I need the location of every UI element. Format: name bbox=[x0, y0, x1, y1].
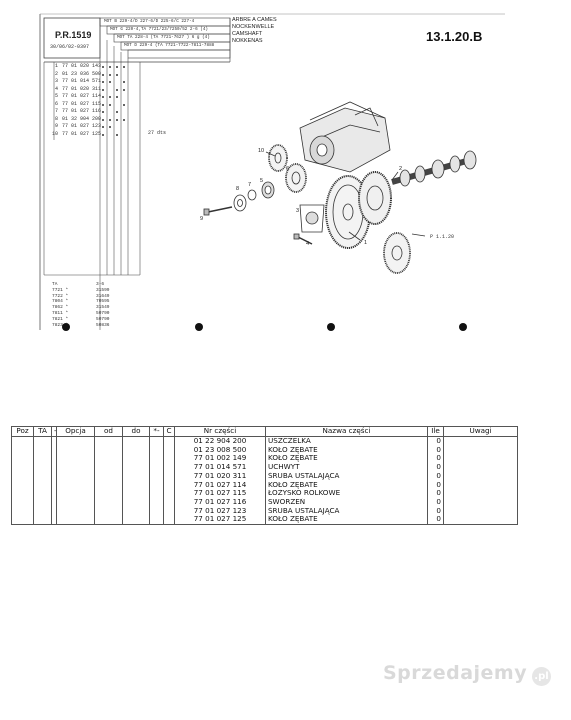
empty-cell bbox=[444, 507, 518, 516]
svg-text:5: 5 bbox=[260, 178, 264, 184]
catalog-left-row-number: 9 bbox=[54, 123, 58, 129]
part-number-cell: 77 01 027 125 bbox=[175, 515, 266, 524]
empty-cell bbox=[444, 437, 518, 446]
empty-cell bbox=[95, 437, 123, 446]
catalog-bottom-cell: 50836 bbox=[96, 322, 110, 328]
catalog-left-row-code: 77 01 027 115 bbox=[62, 100, 102, 107]
parts-table-row bbox=[12, 454, 518, 463]
empty-cell bbox=[57, 498, 95, 507]
svg-text:9: 9 bbox=[200, 216, 204, 222]
empty-cell bbox=[150, 446, 164, 455]
catalog-left-row-number: 5 bbox=[54, 93, 58, 99]
catalog-left-row bbox=[44, 131, 120, 139]
empty-cell bbox=[164, 515, 175, 524]
catalog-left-row bbox=[44, 93, 120, 101]
catalog-left-row bbox=[44, 71, 120, 79]
svg-text:4: 4 bbox=[306, 241, 310, 247]
parts-table-column-header: Poz bbox=[12, 427, 34, 437]
empty-cell bbox=[95, 472, 123, 481]
watermark-badge: .pl bbox=[532, 667, 551, 686]
parts-table-column-header: Opcja bbox=[57, 427, 95, 437]
catalog-left-row bbox=[44, 123, 120, 131]
empty-cell bbox=[34, 481, 52, 490]
empty-cell bbox=[150, 472, 164, 481]
part-number-cell: 01 23 008 500 bbox=[175, 446, 266, 455]
part-name-cell: KOŁO ZĘBATE bbox=[266, 446, 428, 455]
empty-cell bbox=[444, 446, 518, 455]
empty-cell bbox=[57, 515, 95, 524]
catalog-bottom-header-cell: 3-6 bbox=[96, 282, 105, 287]
svg-text:3: 3 bbox=[296, 208, 300, 214]
empty-cell bbox=[57, 481, 95, 490]
catalog-left-row bbox=[44, 116, 120, 124]
empty-cell bbox=[34, 446, 52, 455]
empty-cell bbox=[150, 481, 164, 490]
part-name-cell: KOŁO ZĘBATE bbox=[266, 481, 428, 490]
parts-table-row bbox=[12, 481, 518, 490]
empty-cell bbox=[123, 437, 150, 446]
empty-cell bbox=[150, 463, 164, 472]
empty-cell bbox=[34, 463, 52, 472]
part-number-cell: 77 01 020 311 bbox=[175, 472, 266, 481]
empty-cell bbox=[95, 507, 123, 516]
empty-cell bbox=[57, 454, 95, 463]
catalog-bottom-header-cell: TA bbox=[52, 282, 58, 287]
catalog-left-row bbox=[44, 101, 120, 109]
part-name-cell: KOŁO ZĘBATE bbox=[266, 515, 428, 524]
quantity-cell: 0 bbox=[428, 498, 444, 507]
catalog-bottom-cell: 7721 * bbox=[52, 287, 69, 293]
catalog-left-row bbox=[44, 108, 120, 116]
catalog-left-list bbox=[44, 63, 120, 138]
empty-cell bbox=[150, 454, 164, 463]
empty-cell bbox=[150, 498, 164, 507]
empty-cell bbox=[150, 515, 164, 524]
empty-cell bbox=[444, 498, 518, 507]
catalog-left-row-number: 7 bbox=[54, 108, 58, 114]
empty-cell bbox=[95, 454, 123, 463]
parts-table-row bbox=[12, 507, 518, 516]
empty-cell bbox=[12, 472, 34, 481]
empty-cell bbox=[123, 446, 150, 455]
empty-cell bbox=[164, 472, 175, 481]
catalog-left-row-code: 01 23 036 500 bbox=[62, 70, 102, 77]
empty-cell bbox=[34, 498, 52, 507]
catalog-title-line: NOCKENWELLE bbox=[232, 24, 275, 30]
part-name-cell: KOŁO ZĘBATE bbox=[266, 454, 428, 463]
catalog-pr-subtitle: 30/06/02-0397 bbox=[50, 44, 90, 50]
empty-cell bbox=[123, 515, 150, 524]
catalog-left-row-code: 77 01 014 571 bbox=[62, 78, 102, 84]
catalog-left-row bbox=[44, 63, 120, 71]
quantity-cell: 0 bbox=[428, 454, 444, 463]
empty-cell bbox=[12, 454, 34, 463]
catalog-left-row-code: 01 32 904 200 bbox=[62, 115, 102, 122]
empty-cell bbox=[444, 489, 518, 498]
parts-table-row bbox=[12, 446, 518, 455]
teeth-note: 27 dts bbox=[148, 130, 167, 136]
catalog-left-row-code: 77 01 020 143 bbox=[62, 63, 102, 69]
empty-cell bbox=[34, 515, 52, 524]
part-number-cell: 77 01 027 116 bbox=[175, 498, 266, 507]
part-number-cell: 77 01 014 571 bbox=[175, 463, 266, 472]
empty-cell bbox=[12, 446, 34, 455]
empty-cell bbox=[150, 489, 164, 498]
empty-cell bbox=[123, 507, 150, 516]
part-name-cell: ŚRUBA USTALAJĄCA bbox=[266, 507, 428, 516]
catalog-bottom-table bbox=[44, 282, 126, 328]
catalog-left-row-number: 4 bbox=[54, 85, 58, 92]
catalog-bottom-cell: 70595 bbox=[96, 299, 110, 305]
empty-cell bbox=[12, 481, 34, 490]
empty-cell bbox=[150, 507, 164, 516]
empty-cell bbox=[164, 446, 175, 455]
empty-cell bbox=[95, 489, 123, 498]
empty-cell bbox=[57, 446, 95, 455]
part-number-cell: 77 01 027 123 bbox=[175, 507, 266, 516]
catalog-bottom-cell: 31649 bbox=[96, 293, 110, 299]
parts-table-column-header: do bbox=[123, 427, 150, 437]
catalog-title-line: NOKKENAS bbox=[232, 38, 263, 44]
catalog-title-line: CAMSHAFT bbox=[232, 31, 263, 37]
catalog-left-row-number: 10 bbox=[51, 130, 58, 137]
parts-table-column-header: TA bbox=[34, 427, 52, 437]
empty-cell bbox=[123, 463, 150, 472]
catalog-left-row-number: 8 bbox=[54, 115, 58, 122]
empty-cell bbox=[95, 498, 123, 507]
empty-cell bbox=[444, 481, 518, 490]
applicability-line: MOT B 229-4/D 227-6/D 225-6/C 227-4 bbox=[104, 19, 195, 24]
catalog-left-row-code: 77 01 027 114 bbox=[62, 93, 102, 99]
catalog-bottom-cell: 7722 * bbox=[52, 293, 69, 299]
empty-cell bbox=[164, 463, 175, 472]
empty-cell bbox=[34, 507, 52, 516]
catalog-pr-number: P.R.1519 bbox=[55, 30, 92, 40]
empty-cell bbox=[444, 472, 518, 481]
empty-cell bbox=[123, 454, 150, 463]
empty-cell bbox=[34, 472, 52, 481]
quantity-cell: 0 bbox=[428, 437, 444, 446]
parts-table-body bbox=[12, 437, 518, 525]
empty-cell bbox=[123, 489, 150, 498]
quantity-cell: 0 bbox=[428, 515, 444, 524]
catalog-bottom-cell: 7804 * bbox=[52, 299, 69, 305]
empty-cell bbox=[150, 437, 164, 446]
part-name-cell: SWORZEŃ bbox=[266, 498, 428, 507]
catalog-title-line: ARBRE A CAMES bbox=[232, 17, 277, 23]
empty-cell bbox=[57, 463, 95, 472]
watermark-text: Sprzedajemy bbox=[383, 662, 528, 684]
empty-cell bbox=[164, 498, 175, 507]
catalog-left-row-number: 1 bbox=[54, 63, 58, 69]
empty-cell bbox=[164, 437, 175, 446]
catalog-left-row-code: 77 01 020 311 bbox=[62, 85, 102, 92]
applicability-line: MOT D 229-4 (TA 7721-7722-7811-7888 bbox=[124, 43, 215, 48]
catalog-left-row-code: 77 01 027 116 bbox=[62, 108, 102, 114]
svg-text:6: 6 bbox=[286, 166, 290, 172]
quantity-cell: 0 bbox=[428, 472, 444, 481]
parts-table-column-header: Nazwa części bbox=[266, 427, 428, 437]
catalog-bottom-cell: 50790 bbox=[96, 316, 110, 322]
empty-cell bbox=[444, 515, 518, 524]
part-name-cell: UCHWYT bbox=[266, 463, 428, 472]
empty-cell bbox=[34, 454, 52, 463]
catalog-bottom-cell: 7862 * bbox=[52, 305, 69, 311]
parts-table-column-header: Nr części bbox=[175, 427, 266, 437]
catalog-bottom-cell: 50790 bbox=[96, 310, 110, 316]
parts-table-row bbox=[12, 437, 518, 446]
empty-cell bbox=[57, 489, 95, 498]
parts-table-row bbox=[12, 472, 518, 481]
parts-table-column-header: C bbox=[164, 427, 175, 437]
catalog-left-row-number: 2 bbox=[54, 70, 58, 77]
catalog-bottom-cell: 31549 bbox=[96, 305, 110, 311]
empty-cell bbox=[444, 454, 518, 463]
svg-text:7: 7 bbox=[248, 182, 252, 188]
part-name-cell: USZCZELKA bbox=[266, 437, 428, 446]
empty-cell bbox=[12, 498, 34, 507]
svg-text:1: 1 bbox=[364, 240, 368, 246]
parts-table bbox=[11, 426, 518, 525]
empty-cell bbox=[164, 489, 175, 498]
part-number-cell: 77 01 027 114 bbox=[175, 481, 266, 490]
catalog-left-row-number: 6 bbox=[54, 100, 58, 107]
empty-cell bbox=[123, 498, 150, 507]
empty-cell bbox=[34, 489, 52, 498]
catalog-left-row-number: 3 bbox=[54, 78, 58, 84]
empty-cell bbox=[164, 507, 175, 516]
catalog-left-row bbox=[44, 86, 120, 94]
part-number-cell: 77 01 002 149 bbox=[175, 454, 266, 463]
parts-table-row bbox=[12, 498, 518, 507]
parts-table-column-header: od bbox=[95, 427, 123, 437]
empty-cell bbox=[12, 507, 34, 516]
quantity-cell: 0 bbox=[428, 481, 444, 490]
catalog-bottom-cell: 31599 bbox=[96, 287, 110, 293]
quantity-cell: 0 bbox=[428, 489, 444, 498]
parts-table-row bbox=[12, 489, 518, 498]
empty-cell bbox=[34, 437, 52, 446]
empty-cell bbox=[123, 472, 150, 481]
empty-cell bbox=[95, 481, 123, 490]
parts-table-column-header: Uwagi bbox=[444, 427, 518, 437]
applicability-line: MOT TA 228-4 (TA 7721-7627 ) 6 g (4) bbox=[117, 35, 210, 40]
catalog-bottom-cell: 7811 * bbox=[52, 310, 69, 316]
parts-table-column-header: - bbox=[52, 427, 57, 437]
svg-text:8: 8 bbox=[236, 186, 240, 192]
catalog-bottom-cell: 7823 * bbox=[52, 322, 69, 328]
section-code: 13.1.20.B bbox=[426, 29, 483, 44]
empty-cell bbox=[95, 446, 123, 455]
catalog-left-row bbox=[44, 78, 120, 86]
catalog-left-row-code: 77 01 027 125 bbox=[62, 130, 102, 137]
catalog-bottom-row bbox=[44, 323, 126, 329]
empty-cell bbox=[164, 454, 175, 463]
empty-cell bbox=[12, 489, 34, 498]
empty-cell bbox=[12, 463, 34, 472]
catalog-scan bbox=[0, 0, 571, 345]
empty-cell bbox=[57, 437, 95, 446]
part-name-cell: ŚRUBA USTALAJĄCA bbox=[266, 472, 428, 481]
quantity-cell: 0 bbox=[428, 446, 444, 455]
svg-text:10: 10 bbox=[258, 148, 265, 154]
applicability-line: MOT G 220-4,TA 7721/23/7250/52 2-6 (4) bbox=[110, 27, 208, 32]
catalog-title-block bbox=[232, 17, 277, 45]
empty-cell bbox=[57, 507, 95, 516]
empty-cell bbox=[57, 472, 95, 481]
parts-table-header bbox=[12, 427, 518, 437]
empty-cell bbox=[123, 481, 150, 490]
empty-cell bbox=[12, 515, 34, 524]
parts-table-column-header: Ile bbox=[428, 427, 444, 437]
empty-cell bbox=[95, 463, 123, 472]
part-number-cell: 01 22 904 200 bbox=[175, 437, 266, 446]
catalog-bottom-cell: 7821 * bbox=[52, 316, 69, 322]
catalog-left-row-code: 77 01 027 123 bbox=[62, 123, 102, 129]
parts-table-row bbox=[12, 515, 518, 524]
svg-text:2: 2 bbox=[399, 166, 403, 172]
empty-cell bbox=[164, 481, 175, 490]
quantity-cell: 0 bbox=[428, 507, 444, 516]
part-name-cell: ŁOŻYSKO ROLKOWE bbox=[266, 489, 428, 498]
empty-cell bbox=[12, 437, 34, 446]
parts-table-row bbox=[12, 463, 518, 472]
parts-table-column-header: *- bbox=[150, 427, 164, 437]
empty-cell bbox=[95, 515, 123, 524]
part-number-cell: 77 01 027 115 bbox=[175, 489, 266, 498]
quantity-cell: 0 bbox=[428, 463, 444, 472]
empty-cell bbox=[444, 463, 518, 472]
drawing-ref: P 1.1.20 bbox=[430, 234, 455, 240]
